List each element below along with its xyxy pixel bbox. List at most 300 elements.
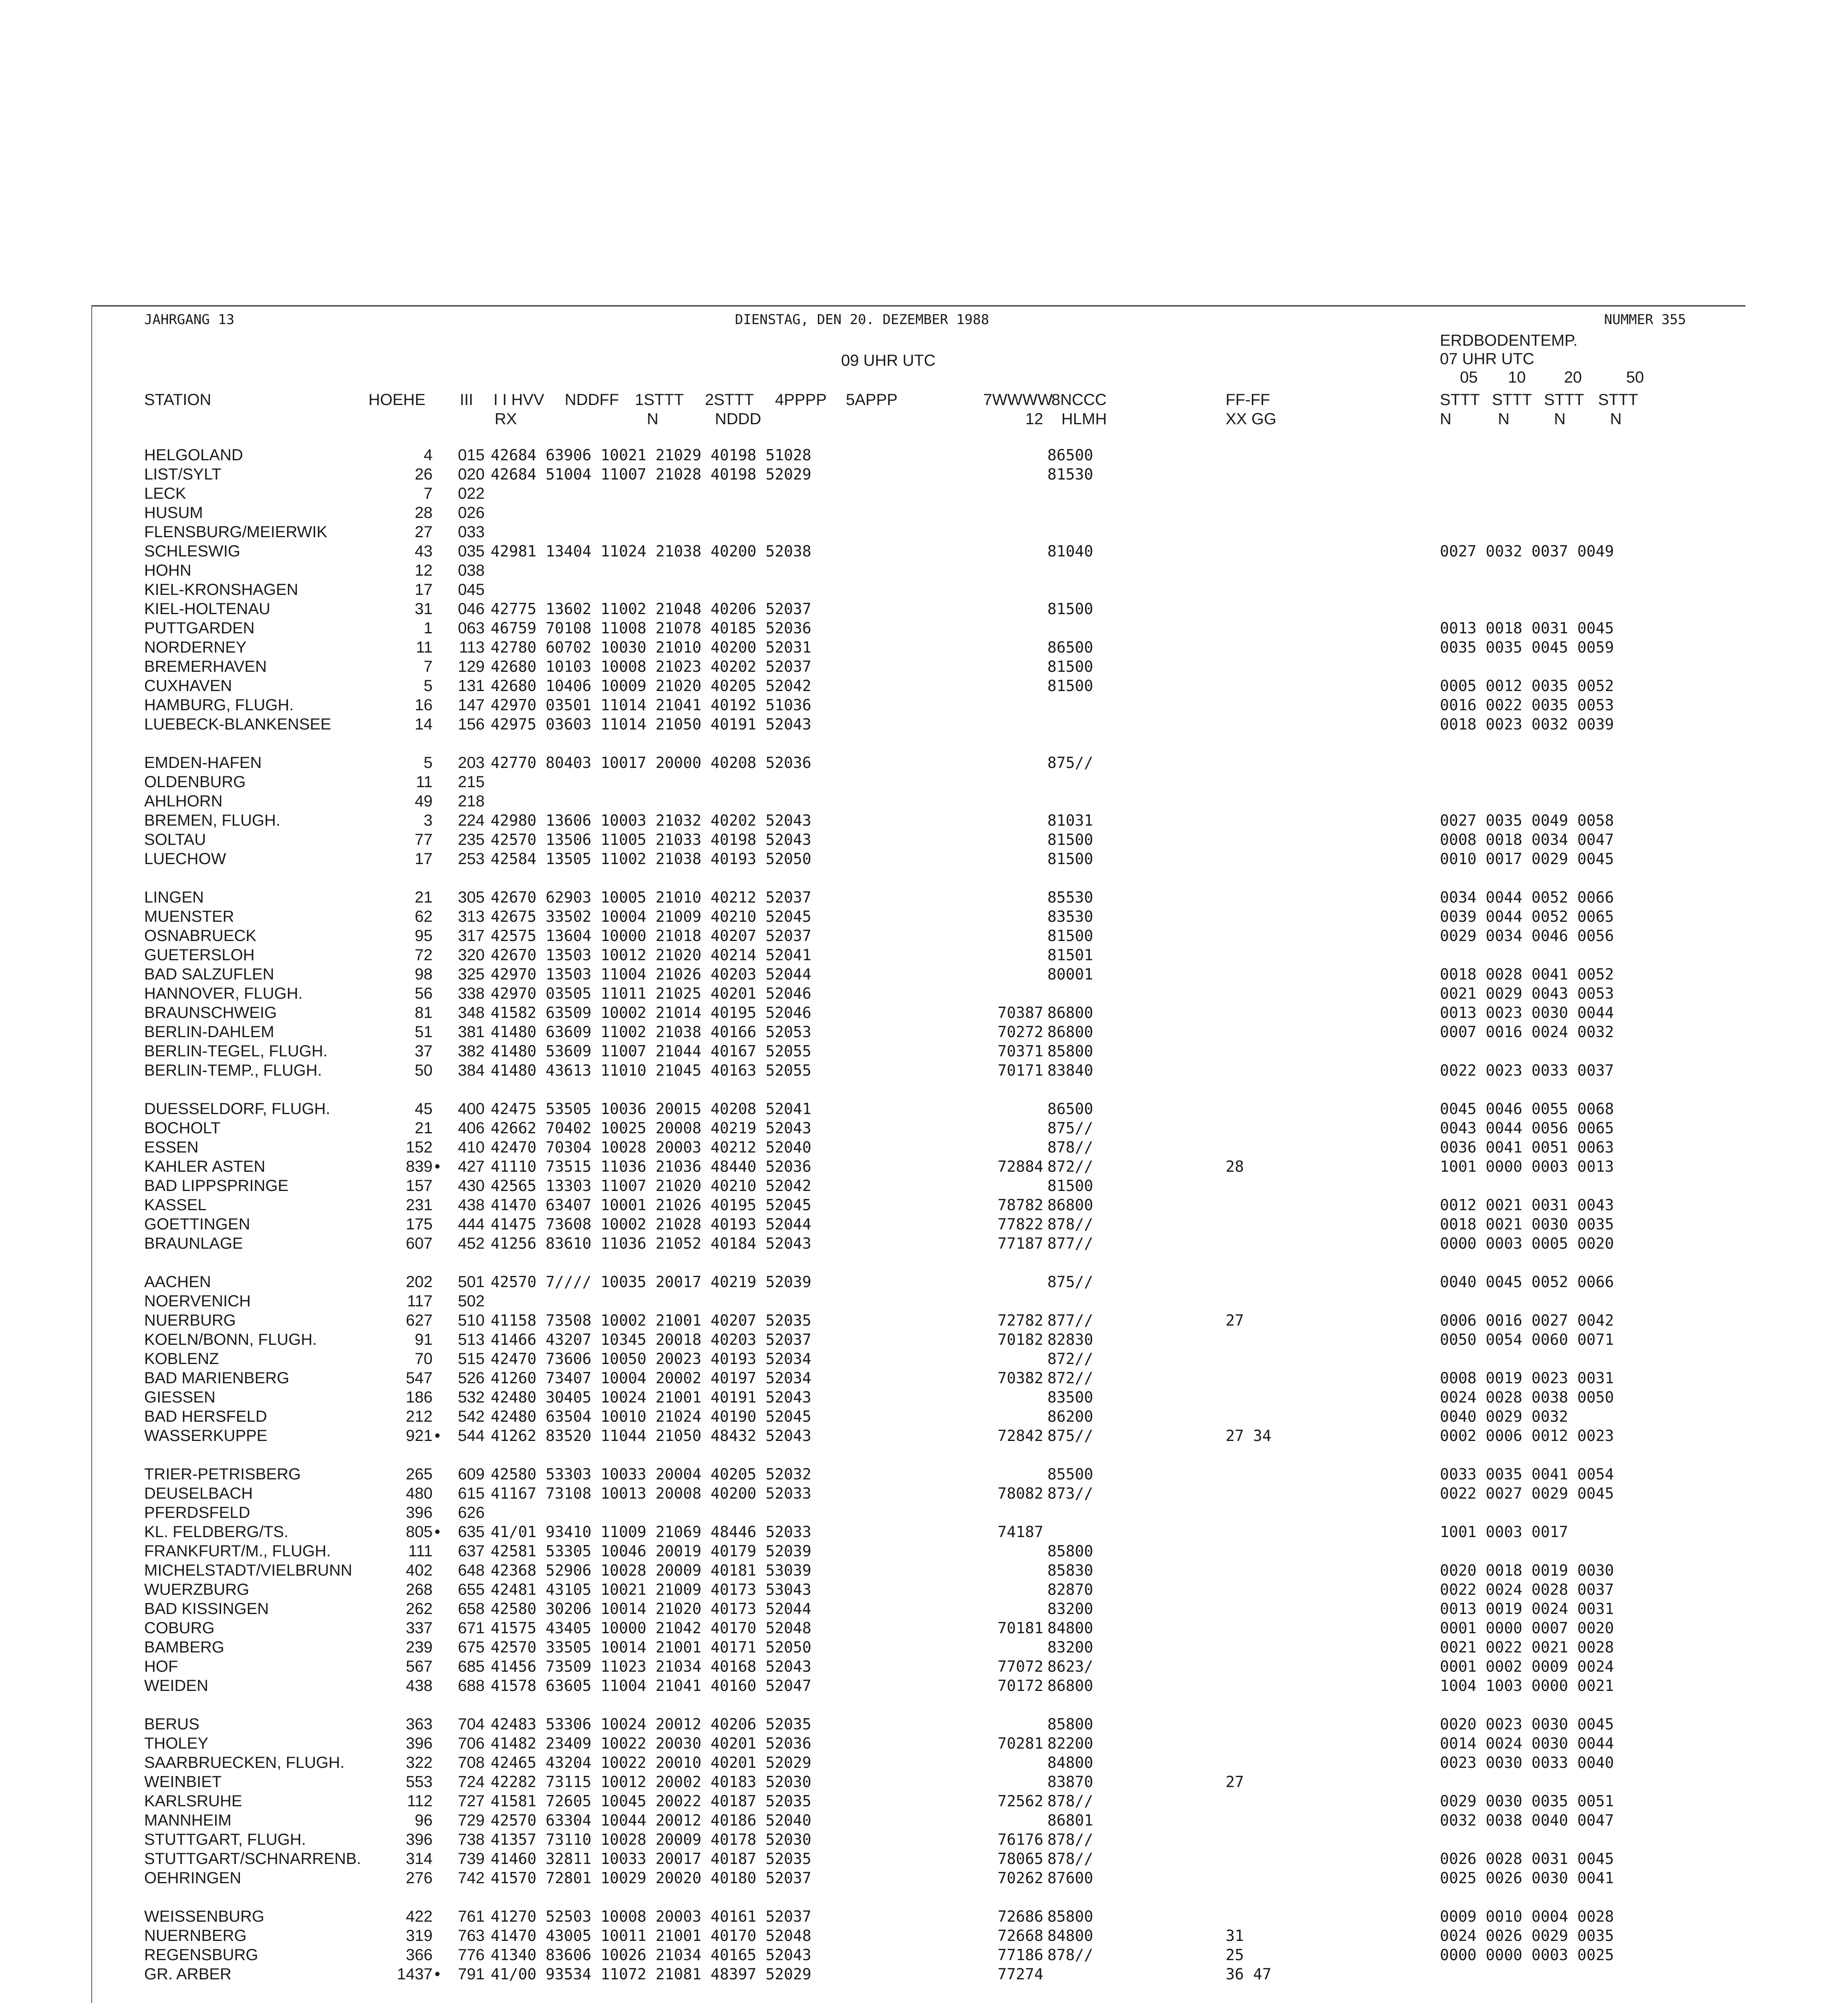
station-name: BOCHOLT — [144, 1119, 221, 1137]
station-id: 348 — [458, 1004, 485, 1022]
station-elevation: 202 — [406, 1273, 433, 1291]
synop-groups: 41475 73608 10002 21028 40193 52044 — [491, 1215, 811, 1233]
station-id: 739 — [458, 1850, 485, 1868]
group8-value: 86500 — [1047, 639, 1093, 656]
station-id: 513 — [458, 1331, 485, 1348]
station-elevation: 5 — [423, 677, 433, 695]
table-row — [0, 1138, 1848, 1157]
station-name: FLENSBURG/MEIERWIK — [144, 523, 328, 541]
synop-groups: 42581 53305 10046 20019 40179 52039 — [491, 1542, 811, 1560]
gust-value: 27 34 — [1226, 1427, 1272, 1445]
group8-value: 80001 — [1047, 965, 1093, 983]
group8-value: 878// — [1047, 1215, 1093, 1233]
table-row — [0, 1753, 1848, 1772]
station-name: BRAUNSCHWEIG — [144, 1004, 277, 1022]
station-id: 501 — [458, 1273, 485, 1291]
station-name: STUTTGART, FLUGH. — [144, 1831, 306, 1848]
soil-temperatures: 0018 0028 0041 0052 — [1440, 965, 1614, 983]
table-row — [0, 1465, 1848, 1484]
table-row — [0, 1330, 1848, 1349]
synop-groups: 42580 30206 10014 21020 40173 52044 — [491, 1600, 811, 1618]
soil-temperatures: 0024 0026 0029 0035 — [1440, 1927, 1614, 1945]
station-name: HOHN — [144, 562, 191, 579]
station-id: 317 — [458, 927, 485, 945]
soil-temperatures: 0021 0022 0021 0028 — [1440, 1638, 1614, 1656]
group7-value: 77274 — [997, 1965, 1043, 1983]
synop-groups: 42470 73606 10050 20023 40193 52034 — [491, 1350, 811, 1368]
station-elevation: 112 — [407, 1792, 433, 1810]
station-elevation: 553 — [406, 1773, 433, 1791]
soil-temperatures: 0009 0010 0004 0028 — [1440, 1908, 1614, 1925]
table-row — [0, 849, 1848, 869]
table-row — [0, 1734, 1848, 1753]
soil-temperatures: 0018 0021 0030 0035 — [1440, 1215, 1614, 1233]
table-row — [0, 638, 1848, 657]
station-elevation: 17 — [415, 581, 433, 598]
soil-temperatures: 0001 0000 0007 0020 — [1440, 1619, 1614, 1637]
group8-value: 83840 — [1047, 1062, 1093, 1079]
synop-groups: 42368 52906 10028 20009 40181 53039 — [491, 1562, 811, 1579]
synop-groups: 41582 63509 10002 21014 40195 52046 — [491, 1004, 811, 1022]
group8-value: 81500 — [1047, 600, 1093, 618]
station-elevation: 547 — [406, 1369, 433, 1387]
synop-groups: 41575 43405 10000 21042 40170 52048 — [491, 1619, 811, 1637]
station-elevation: 111 — [408, 1542, 433, 1560]
synop-groups: 42475 53505 10036 20015 40208 52041 — [491, 1100, 811, 1118]
table-row — [0, 1830, 1848, 1849]
station-id: 063 — [458, 619, 485, 637]
table-row — [0, 926, 1848, 945]
station-id: 526 — [458, 1369, 485, 1387]
synop-groups: 42480 63504 10010 21024 40190 52045 — [491, 1408, 811, 1425]
station-id: 763 — [458, 1927, 485, 1945]
soil-temperatures: 0029 0034 0046 0056 — [1440, 927, 1614, 945]
group8-value: 85500 — [1047, 1465, 1093, 1483]
group8-value: 878// — [1047, 1831, 1093, 1848]
station-elevation: 402 — [406, 1562, 433, 1579]
soil-temperatures: 0001 0002 0009 0024 — [1440, 1658, 1614, 1675]
station-elevation: 366 — [406, 1946, 433, 1964]
station-id: 637 — [458, 1542, 485, 1560]
group8-value: 878// — [1047, 1850, 1093, 1868]
station-id: 215 — [458, 773, 485, 791]
station-id: 033 — [458, 523, 485, 541]
station-id: 026 — [458, 504, 485, 522]
group8-value: 85800 — [1047, 1542, 1093, 1560]
synop-groups: 42980 13606 10003 21032 40202 52043 — [491, 812, 811, 829]
table-row — [0, 1811, 1848, 1830]
station-id: 218 — [458, 792, 485, 810]
soil-temperatures: 0007 0016 0024 0032 — [1440, 1023, 1614, 1041]
table-row — [0, 445, 1848, 465]
group8-value: 81500 — [1047, 1177, 1093, 1195]
station-id: 382 — [458, 1042, 485, 1060]
mountain-marker: • — [435, 1158, 441, 1175]
group8-value: 85800 — [1047, 1715, 1093, 1733]
station-name: KASSEL — [144, 1196, 207, 1214]
group7-value: 74187 — [997, 1523, 1043, 1541]
synop-groups: 41158 73508 10002 21001 40207 52035 — [491, 1312, 811, 1329]
station-name: FRANKFURT/M., FLUGH. — [144, 1542, 331, 1560]
station-elevation: 37 — [415, 1042, 433, 1060]
group7-value: 70281 — [997, 1735, 1043, 1752]
station-name: BREMERHAVEN — [144, 658, 267, 675]
station-name: BERLIN-TEGEL, FLUGH. — [144, 1042, 328, 1060]
soil-temperatures: 1001 0003 0017 — [1440, 1523, 1568, 1541]
station-elevation: 77 — [415, 831, 433, 848]
group8-value: 85800 — [1047, 1042, 1093, 1060]
synop-groups: 41256 83610 11036 21052 40184 52043 — [491, 1235, 811, 1252]
station-name: KARLSRUHE — [144, 1792, 242, 1810]
group8-value: 83500 — [1047, 1388, 1093, 1406]
date-label: DIENSTAG, DEN 20. DEZEMBER 1988 — [735, 312, 989, 328]
station-elevation: 70 — [415, 1350, 433, 1368]
station-name: NUERBURG — [144, 1312, 236, 1329]
group8-value: 86800 — [1047, 1023, 1093, 1041]
synop-groups: 42975 03603 11014 21050 40191 52043 — [491, 715, 811, 733]
table-row — [0, 1061, 1848, 1080]
table-row — [0, 1368, 1848, 1388]
table-row — [0, 561, 1848, 580]
station-id: 688 — [458, 1677, 485, 1695]
synop-groups: 42480 30405 10024 21001 40191 52043 — [491, 1388, 811, 1406]
volume-label: JAHRGANG 13 — [144, 312, 235, 328]
station-id: 510 — [458, 1312, 485, 1329]
table-row — [0, 811, 1848, 830]
soil-temperatures: 0022 0023 0033 0037 — [1440, 1062, 1614, 1079]
table-row — [0, 1176, 1848, 1195]
station-elevation: 28 — [415, 504, 433, 522]
synop-groups: 42282 73115 10012 20002 40183 52030 — [491, 1773, 811, 1791]
soil-stt-50-header: STTT — [1598, 391, 1638, 409]
synop-groups: 41/01 93410 11009 21069 48446 52033 — [491, 1523, 811, 1541]
group8-value: 878// — [1047, 1792, 1093, 1810]
soil-temperatures: 0035 0035 0045 0059 — [1440, 639, 1614, 656]
group8-value: 8623/ — [1047, 1658, 1093, 1675]
soil-temperatures: 0008 0019 0023 0031 — [1440, 1369, 1614, 1387]
station-id: 253 — [458, 850, 485, 868]
station-id: 615 — [458, 1485, 485, 1502]
group8-value: 873// — [1047, 1485, 1093, 1502]
soil-temperatures: 0008 0018 0034 0047 — [1440, 831, 1614, 848]
station-name: DUESSELDORF, FLUGH. — [144, 1100, 330, 1118]
station-name: KAHLER ASTEN — [144, 1158, 266, 1175]
table-row — [0, 715, 1848, 734]
synop-groups: 42470 70304 10028 20003 40212 52040 — [491, 1139, 811, 1156]
group8-value: 84800 — [1047, 1754, 1093, 1771]
group8-subheader: HLMH — [1061, 410, 1107, 428]
table-row — [0, 1542, 1848, 1561]
station-id: 224 — [458, 812, 485, 829]
station-name: SOLTAU — [144, 831, 206, 848]
station-name: KIEL-HOLTENAU — [144, 600, 270, 618]
table-row — [0, 619, 1848, 638]
soil-temperatures: 0000 0003 0005 0020 — [1440, 1235, 1614, 1252]
soil-temperatures: 0027 0035 0049 0058 — [1440, 812, 1614, 829]
group8-value: 81500 — [1047, 927, 1093, 945]
synop-groups: 42575 13604 10000 21018 40207 52037 — [491, 927, 811, 945]
group8-value: 81500 — [1047, 850, 1093, 868]
gust-subheader: XX GG — [1226, 410, 1276, 428]
synop-groups: 41581 72605 10045 20022 40187 52035 — [491, 1792, 811, 1810]
soil-temperatures: 0006 0016 0027 0042 — [1440, 1312, 1614, 1329]
group8-value: 82200 — [1047, 1735, 1093, 1752]
station-id: 444 — [458, 1215, 485, 1233]
issue-number: NUMMER 355 — [1604, 312, 1686, 328]
synop-groups: 42684 63906 10021 21029 40198 51028 — [491, 446, 811, 464]
station-name: HOF — [144, 1658, 178, 1675]
depth-05-header: 05 — [1460, 369, 1478, 386]
soil-temperatures: 0020 0023 0030 0045 — [1440, 1715, 1614, 1733]
station-id: 724 — [458, 1773, 485, 1791]
synop-groups: 42670 13503 10012 21020 40214 52041 — [491, 946, 811, 964]
station-name: BAD SALZUFLEN — [144, 965, 274, 983]
station-elevation: 16 — [415, 696, 433, 714]
station-elevation: 921 — [406, 1427, 433, 1445]
station-name: MICHELSTADT/VIELBRUNN — [144, 1562, 352, 1579]
synop-groups: 41480 63609 11002 21038 40166 52053 — [491, 1023, 811, 1041]
station-elevation: 96 — [415, 1812, 433, 1829]
station-id: 129 — [458, 658, 485, 675]
table-row — [0, 888, 1848, 907]
group8-value: 87600 — [1047, 1869, 1093, 1887]
group8-value: 85800 — [1047, 1908, 1093, 1925]
station-name: BAD HERSFELD — [144, 1408, 267, 1425]
station-id: 761 — [458, 1908, 485, 1925]
soil-n-50: N — [1610, 410, 1622, 428]
table-row — [0, 1349, 1848, 1368]
group6-header: 5APPP — [846, 391, 898, 409]
station-id: 502 — [458, 1292, 485, 1310]
table-row — [0, 1926, 1848, 1945]
group8-value: 81040 — [1047, 542, 1093, 560]
soil-temperatures: 0034 0044 0052 0066 — [1440, 889, 1614, 906]
soil-temperatures: 0039 0044 0052 0065 — [1440, 908, 1614, 925]
station-name: AACHEN — [144, 1273, 211, 1291]
station-elevation: 322 — [406, 1754, 433, 1771]
soil-temperatures: 0043 0044 0056 0065 — [1440, 1119, 1614, 1137]
station-name: SCHLESWIG — [144, 542, 241, 560]
soil-temperatures: 0013 0018 0031 0045 — [1440, 619, 1614, 637]
station-id: 038 — [458, 562, 485, 579]
station-id: 706 — [458, 1735, 485, 1752]
table-row — [0, 522, 1848, 542]
station-name: KL. FELDBERG/TS. — [144, 1523, 289, 1541]
table-row — [0, 965, 1848, 984]
station-id: 320 — [458, 946, 485, 964]
table-row — [0, 1195, 1848, 1215]
soil-temperatures: 0045 0046 0055 0068 — [1440, 1100, 1614, 1118]
soil-temperatures: 0013 0019 0024 0031 — [1440, 1600, 1614, 1618]
group7-value: 70382 — [997, 1369, 1043, 1387]
station-id: 338 — [458, 985, 485, 1002]
station-elevation: 239 — [406, 1638, 433, 1656]
station-id: 635 — [458, 1523, 485, 1541]
soil-stt-05-header: STTT — [1440, 391, 1480, 409]
group4-subheader: NDDD — [715, 410, 761, 428]
station-elevation: 27 — [415, 523, 433, 541]
station-name: STUTTGART/SCHNARRENB. — [144, 1850, 361, 1868]
synop-groups: 42780 60702 10030 21010 40200 52031 — [491, 639, 811, 656]
table-row — [0, 1042, 1848, 1061]
group8-value: 81530 — [1047, 465, 1093, 483]
station-id: 015 — [458, 446, 485, 464]
station-name: NORDERNEY — [144, 639, 247, 656]
table-row — [0, 1907, 1848, 1926]
synop-groups: 42670 62903 10005 21010 40212 52037 — [491, 889, 811, 906]
station-id: 609 — [458, 1465, 485, 1483]
station-id: 022 — [458, 485, 485, 502]
table-row — [0, 1618, 1848, 1638]
synop-groups: 41482 23409 10022 20030 40201 52036 — [491, 1735, 811, 1752]
soil-temperatures: 0033 0035 0041 0054 — [1440, 1465, 1614, 1483]
station-name: HANNOVER, FLUGH. — [144, 985, 303, 1002]
synop-groups: 42570 7//// 10035 20017 40219 52039 — [491, 1273, 811, 1291]
station-elevation: 212 — [406, 1408, 433, 1425]
gust-value: 27 — [1226, 1773, 1244, 1791]
station-id: 544 — [458, 1427, 485, 1445]
soil-temperatures: 0029 0030 0035 0051 — [1440, 1792, 1614, 1810]
group8-value: 877// — [1047, 1312, 1093, 1329]
station-name: AHLHORN — [144, 792, 223, 810]
station-id: 655 — [458, 1581, 485, 1598]
station-elevation: 231 — [406, 1196, 433, 1214]
station-id: 113 — [459, 639, 485, 656]
synop-groups: 42775 13602 11002 21048 40206 52037 — [491, 600, 811, 618]
soil-temperatures: 0016 0022 0035 0053 — [1440, 696, 1614, 714]
soil-temperatures: 0026 0028 0031 0045 — [1440, 1850, 1614, 1868]
group7-value: 78082 — [997, 1485, 1043, 1502]
station-name: BAD MARIENBERG — [144, 1369, 290, 1387]
group7-value: 72562 — [997, 1792, 1043, 1810]
station-id: 675 — [458, 1638, 485, 1656]
group5-header: 4PPPP — [775, 391, 827, 409]
station-name: GOETTINGEN — [144, 1215, 250, 1233]
gust-value: 31 — [1226, 1927, 1244, 1945]
table-row — [0, 599, 1848, 619]
station-elevation: 567 — [406, 1658, 433, 1675]
table-row — [0, 542, 1848, 561]
station-elevation: 265 — [406, 1465, 433, 1483]
group1-subheader: RX — [495, 410, 517, 428]
station-id: 685 — [458, 1658, 485, 1675]
station-elevation: 480 — [406, 1485, 433, 1502]
group7-value: 78782 — [997, 1196, 1043, 1214]
station-id: 384 — [458, 1062, 485, 1079]
station-name: MANNHEIM — [144, 1812, 232, 1829]
gust-value: 27 — [1226, 1312, 1244, 1329]
station-name: ESSEN — [144, 1139, 199, 1156]
station-name: HELGOLAND — [144, 446, 243, 464]
group8-value: 81501 — [1047, 946, 1093, 964]
station-elevation: 805 — [406, 1523, 433, 1541]
station-id: 430 — [458, 1177, 485, 1195]
group1-header: I I HVV — [493, 391, 544, 409]
station-id: 313 — [458, 908, 485, 925]
station-id: 776 — [458, 1946, 485, 1964]
soil-temperatures: 0050 0054 0060 0071 — [1440, 1331, 1614, 1348]
station-name: MUENSTER — [144, 908, 234, 925]
hoehe-header: HOEHE — [368, 391, 426, 409]
group8-value: 86800 — [1047, 1004, 1093, 1022]
table-row — [0, 1118, 1848, 1138]
table-row — [0, 465, 1848, 484]
synop-groups: 42570 63304 10044 20012 40186 52040 — [491, 1812, 811, 1829]
soil-temperatures: 0002 0006 0012 0023 — [1440, 1427, 1614, 1445]
soil-temperatures: 0027 0032 0037 0049 — [1440, 542, 1614, 560]
soil-temperatures: 0040 0029 0032 — [1440, 1408, 1568, 1425]
group8-value: 86500 — [1047, 1100, 1093, 1118]
group7-subheader: 12 — [1025, 410, 1043, 428]
synop-groups: 42584 13505 11002 21038 40193 52050 — [491, 850, 811, 868]
table-row — [0, 1638, 1848, 1657]
station-elevation: 268 — [406, 1581, 433, 1598]
station-elevation: 11 — [416, 639, 433, 656]
station-elevation: 186 — [406, 1388, 433, 1406]
group7-value: 70181 — [997, 1619, 1043, 1637]
soil-stt-20-header: STTT — [1544, 391, 1584, 409]
station-name: GIESSEN — [144, 1388, 215, 1406]
table-row — [0, 1292, 1848, 1311]
group7-value: 77187 — [997, 1235, 1043, 1252]
station-elevation: 363 — [406, 1715, 433, 1733]
soil-temperatures: 0032 0038 0040 0047 — [1440, 1812, 1614, 1829]
station-elevation: 5 — [423, 754, 433, 772]
station-elevation: 7 — [423, 658, 433, 675]
station-elevation: 276 — [406, 1869, 433, 1887]
soil-temperatures: 0022 0027 0029 0045 — [1440, 1485, 1614, 1502]
soil-temperatures: 0010 0017 0029 0045 — [1440, 850, 1614, 868]
group7-value: 72884 — [997, 1158, 1043, 1175]
station-name: KIEL-KRONSHAGEN — [144, 581, 298, 598]
table-row — [0, 1157, 1848, 1176]
group8-value: 85530 — [1047, 889, 1093, 906]
group8-value: 83200 — [1047, 1638, 1093, 1656]
synop-groups: 42465 43204 10022 20010 40201 52029 — [491, 1754, 811, 1771]
station-elevation: 49 — [415, 792, 433, 810]
table-row — [0, 580, 1848, 599]
gust-value: 28 — [1226, 1158, 1244, 1175]
station-elevation: 438 — [406, 1677, 433, 1695]
group7-value: 70262 — [997, 1869, 1043, 1887]
table-row — [0, 676, 1848, 695]
station-name: KOELN/BONN, FLUGH. — [144, 1331, 317, 1348]
table-row — [0, 753, 1848, 772]
group8-value: 81500 — [1047, 831, 1093, 848]
synop-groups: 41466 43207 10345 20018 40203 52037 — [491, 1331, 811, 1348]
table-row — [0, 830, 1848, 849]
station-name: PFERDSFELD — [144, 1504, 250, 1521]
group8-value: 83870 — [1047, 1773, 1093, 1791]
group7-value: 72782 — [997, 1312, 1043, 1329]
group8-value: 872// — [1047, 1350, 1093, 1368]
group8-value: 82870 — [1047, 1581, 1093, 1598]
station-id: 203 — [458, 754, 485, 772]
group8-value: 875// — [1047, 1427, 1093, 1445]
station-id: 400 — [458, 1100, 485, 1118]
table-row — [0, 1965, 1848, 1984]
station-id: 046 — [458, 600, 485, 618]
station-name: BAD LIPPSPRINGE — [144, 1177, 289, 1195]
table-row — [0, 1311, 1848, 1330]
station-name: OEHRINGEN — [144, 1869, 242, 1887]
station-elevation: 56 — [415, 985, 433, 1002]
table-row — [0, 1022, 1848, 1042]
group8-value: 86800 — [1047, 1196, 1093, 1214]
station-name: GUETERSLOH — [144, 946, 255, 964]
soil-temperatures: 0012 0021 0031 0043 — [1440, 1196, 1614, 1214]
synop-groups: 42680 10406 10009 21020 40205 52042 — [491, 677, 811, 695]
